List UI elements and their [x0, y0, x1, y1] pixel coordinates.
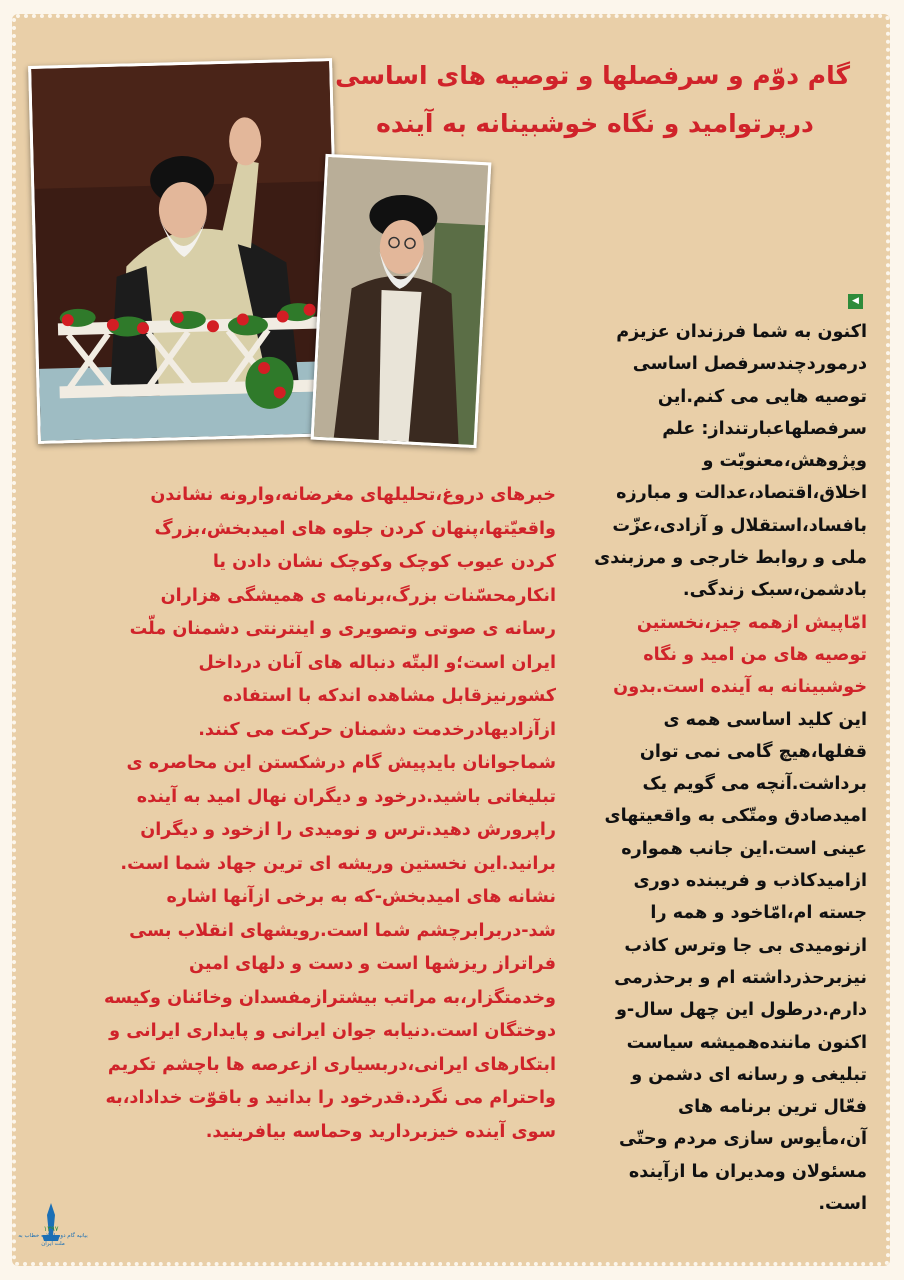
text-line-red: نشانه های امیدبخش-که به برخی ازآنها اشاره: [166, 887, 556, 907]
text-line-red: فراتراز ریزشها است و دست و دلهای امین: [189, 954, 556, 974]
text-line: نیزبرحذرداشته ام و برحذرمی: [614, 967, 867, 988]
right-text-column: [565, 316, 867, 1220]
text-line-red: راپرورش دهید.ترس و نومیدی را ازخود و دیگران: [140, 820, 556, 840]
text-line-red: تبلیغاتی باشید.درخود و دیگران نهال امید به آینده: [136, 786, 556, 807]
photo-waving-illustration: [31, 61, 339, 441]
text-line-red: انکارمحسّنات بزرگ،برنامه ی همیشگی هزاران: [160, 585, 556, 606]
text-line-red: شماجوانان بایدپیش گام درشکستن این محاصره ی: [126, 753, 556, 773]
text-line-red: ابتکارهای ایرانی،دربسیاری ازعرصه ها باچشم تکریم: [107, 1054, 556, 1075]
text-line: فعّال ترین برنامه های: [678, 1097, 867, 1118]
text-line: وپژوهش،معنویّت و: [702, 451, 867, 472]
left-text-column: [36, 479, 556, 1149]
svg-text:۱۳۹۷: ۱۳۹۷: [43, 1225, 59, 1233]
text-line-red: واحترام می نگرد.قدرخود را بدانید و باقوّت خداداد،به: [105, 1088, 556, 1108]
text-line: ملی و روابط خارجی و مرزبندی: [594, 548, 867, 569]
text-line-red: امّاپیش ازهمه چیز،نخستین: [636, 612, 867, 633]
poster-title: [335, 52, 850, 148]
text-line: اخلاق،اقتصاد،عدالت و مبارزه: [616, 483, 867, 504]
text-line-red: خوشبینانه به آینده است.بدون: [613, 677, 867, 698]
text-line: اکنون ماننده‌همیشه سیاست: [626, 1032, 867, 1053]
text-line-red: برانید.این نخستین وریشه ای ترین جهاد شما است.: [120, 853, 556, 874]
text-line: ازنومیدی بی جا وترس کاذب: [624, 935, 867, 956]
text-line: عینی است.این جانب همواره: [621, 838, 867, 859]
text-line: تبلیغی و رسانه ای دشمن و: [631, 1064, 867, 1085]
text-line-red: دوختگان است.دنیابه جوان ایرانی و پایداری ایرانی و: [109, 1021, 556, 1041]
text-line: آن،مأیوس سازی مردم وحتّی: [618, 1129, 867, 1150]
text-line: بافساد،استقلال و آزادی،عزّت: [612, 515, 867, 536]
text-line: بادشمن،سبک زندگی.: [682, 580, 867, 601]
title-line-1: گام دوّم و سرفصلها و توصیه های اساسی: [335, 61, 850, 90]
green-bullet-icon: ◀: [848, 294, 863, 309]
text-line-red: خبرهای دروغ،تحلیلهای مغرضانه،وارونه نشاندن: [150, 485, 556, 505]
logo-caption: بیانیه گام دوم انقلاب خطاب به ملت ایران: [18, 1233, 88, 1247]
text-line-red: کردن عیوب کوچک وکوچک نشان دادن یا: [212, 552, 556, 572]
text-line: است.: [818, 1194, 867, 1215]
text-line: ازامیدکاذب و فریبنده دوری: [633, 871, 867, 892]
photo-portrait: [311, 154, 492, 448]
text-line-red: رسانه ی صوتی وتصویری و اینترنتی دشمنان ملّت: [129, 619, 556, 639]
photo-waving: [28, 58, 342, 444]
text-line: جسته ام،امّاخود و همه را: [650, 903, 867, 924]
text-line-red: ایران است؛و البتّه دنباله های آنان درداخل: [198, 652, 556, 673]
title-line-2: درپرتوامید و نگاه خوشبینانه به آینده: [376, 109, 814, 138]
text-line: مسئولان ومدیران ما ازآینده: [628, 1161, 867, 1182]
text-line-red: ازآزادیهادرخدمت دشمنان حرکت می کنند.: [198, 719, 556, 740]
text-line-red: وخدمتگزار،به مراتب بیشترازمفسدان وخائنان وکیسه: [104, 987, 556, 1008]
text-line-red: توصیه های من امید و نگاه: [643, 644, 867, 665]
text-line: دارم.درطول این چهل سال-و: [615, 1000, 867, 1021]
text-line: این کلید اساسی همه ی: [663, 709, 867, 730]
text-line: امیدصادق ومتّکی به واقعیتهای: [604, 806, 867, 827]
photo-portrait-illustration: [314, 157, 488, 445]
text-line-red: سوی آینده خیزبردارید وحماسه بیافرینید.: [205, 1121, 556, 1142]
text-line: سرفصلهاعبارتنداز: علم: [662, 418, 867, 439]
text-line-red: شد-دربرابرچشم شما است.رویشهای انقلاب بسی: [129, 920, 556, 941]
text-line-red: واقعیّتها،پنهان کردن جلوه های امیدبخش،بزرگ: [154, 518, 556, 539]
text-line: توصیه هایی می کنم.این: [657, 386, 867, 407]
text-line: اکنون به شما فرزندان عزیزم: [616, 322, 867, 342]
text-line-red: کشورنیزقابل مشاهده اندکه با استفاده: [222, 686, 556, 706]
text-line: درموردچندسرفصل اساسی: [632, 354, 867, 375]
text-line: برداشت.آنچه می گویم یک: [642, 774, 867, 795]
text-line: قفلها،هیچ گامی نمی توان: [639, 741, 867, 762]
